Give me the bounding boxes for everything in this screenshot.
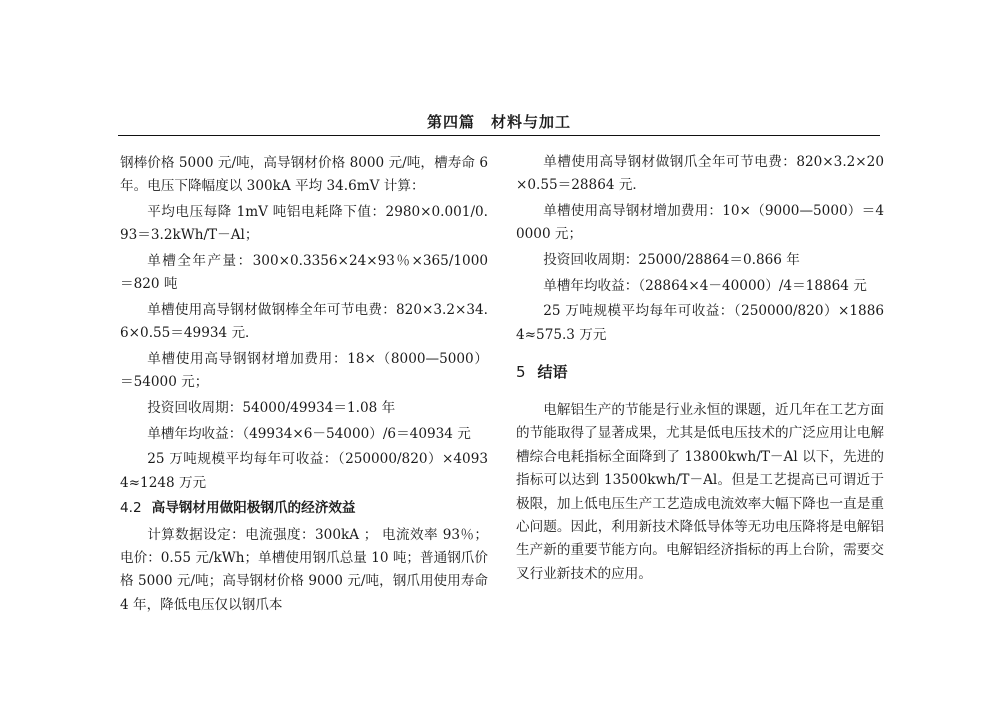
header-rule (118, 135, 880, 136)
section-heading (516, 361, 884, 383)
paragraph: 25 万吨规模平均每年可收益：（250000/820）×18864≈575.3 万元 (516, 303, 884, 343)
paragraph: 单槽全年产量：300×0.3356×24×93％×365/1000＝820 吨 (120, 253, 488, 293)
paragraph: 单槽使用高导钢材做钢爪全年可节电费：820×3.2×20×0.55＝28864 元． (516, 154, 884, 194)
paragraph: 单槽使用高导钢材增加费用：10×（9000—5000）＝40000 元； (516, 203, 884, 243)
paragraph: 单槽年均收益：（28864×4－40000）/4＝18864 元 (543, 277, 867, 294)
subsection-heading (120, 497, 488, 520)
paragraph: 平均电压每降 1mV 吨铝电耗降下值：2980×0.001/0.93＝3.2kWh/T－Al； (120, 204, 488, 244)
paragraph: 单槽使用高导钢钢材增加费用：18×（8000—5000）＝54000 元； (120, 351, 488, 391)
conclusion-paragraph: 电解铝生产的节能是行业永恒的课题，近几年在工艺方面的节能取得了显著成果，尤其是低电压技术的广泛应用让电解槽综合电耗指标全面降到了 13800kwh/T－Al 以下，先进的指标可以达到 13500kwh/T－Al。但是工艺提高已可谓近于极限，加上低电压生产工艺造成电流效率大幅下降也一直是重心问题。因此，利用新技术降低导体等无功电压降将是电解铝生产新的重要节能方向。电解铝经济指标的再上台阶，需要交叉行业新技术的应用。 (516, 402, 884, 582)
section-number: 5 (516, 363, 526, 381)
paragraph: 投资回收周期：54000/49934＝1.08 年 (147, 400, 396, 416)
paragraph: 单槽年均收益：（49934×6－54000）/6＝40934 元 (147, 425, 471, 442)
section-title: 结语 (537, 363, 568, 381)
paragraph: 计算数据设定：电流强度：300kA ； 电流效率 93％；电价：0.55 元/kWh；单槽使用钢爪总量 10 吨；普通钢爪价格 5000 元/吨；高导钢材价格 9000 元/吨，钢爪用使用寿命 4 年，降低电压仅以钢爪本 (120, 526, 488, 613)
right-column (516, 152, 884, 588)
paragraph: 25 万吨规模平均每年可收益：（250000/820）×40934≈1248 万元 (120, 451, 488, 491)
paragraph: 单槽使用高导钢材做钢棒全年可节电费：820×3.2×34.6×0.55＝49934 元． (120, 302, 488, 342)
paragraph: 钢棒价格 5000 元/吨，高导钢材价格 8000 元/吨，槽寿命 6 年。电压下降幅度以 300kA 平均 34.6mV 计算： (120, 155, 488, 195)
paragraph: 投资回收周期：25000/28864＝0.866 年 (543, 252, 800, 268)
left-column (120, 152, 488, 619)
subsection-title: 高导钢材用做阳极钢爪的经济效益 (151, 500, 356, 517)
page-header-title: 第四篇 材料与加工 (426, 113, 571, 131)
subsection-number: 4.2 (120, 500, 142, 517)
